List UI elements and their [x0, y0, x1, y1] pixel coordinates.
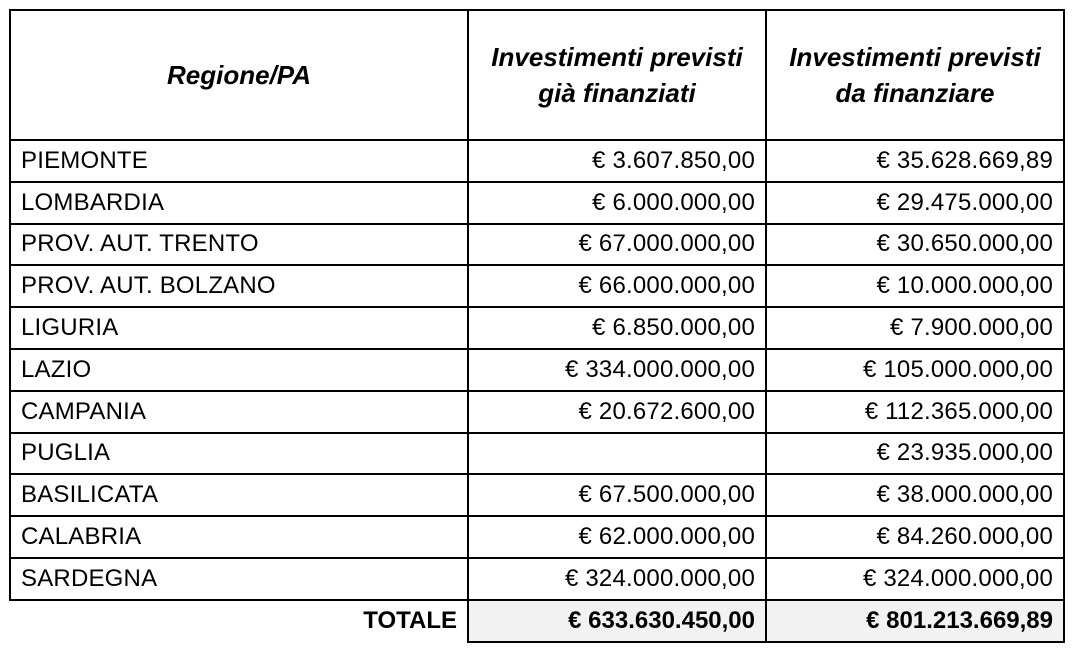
table-row	[10, 516, 1064, 558]
investment-table-container	[9, 9, 1063, 643]
region-cell: CALABRIA	[10, 516, 468, 558]
financed-cell	[468, 433, 766, 475]
to-finance-cell: € 38.000.000,00	[766, 474, 1064, 516]
table-row	[10, 474, 1064, 516]
financed-cell: € 334.000.000,00	[468, 349, 766, 391]
region-cell: LAZIO	[10, 349, 468, 391]
to-finance-cell: € 30.650.000,00	[766, 224, 1064, 266]
to-finance-cell: € 10.000.000,00	[766, 265, 1064, 307]
financed-cell: € 6.850.000,00	[468, 307, 766, 349]
region-cell: PROV. AUT. BOLZANO	[10, 265, 468, 307]
to-finance-cell: € 23.935.000,00	[766, 433, 1064, 475]
to-finance-cell: € 84.260.000,00	[766, 516, 1064, 558]
total-label: TOTALE	[363, 607, 457, 635]
region-cell: SARDEGNA	[10, 558, 468, 600]
total-to-finance: € 801.213.669,89	[766, 600, 1064, 642]
region-cell: CAMPANIA	[10, 391, 468, 433]
table-body	[10, 140, 1064, 600]
table-row	[10, 265, 1064, 307]
financed-cell: € 3.607.850,00	[468, 140, 766, 182]
to-finance-cell: € 105.000.000,00	[766, 349, 1064, 391]
to-finance-cell: € 29.475.000,00	[766, 182, 1064, 224]
financed-cell: € 67.500.000,00	[468, 474, 766, 516]
header-row	[10, 10, 1064, 140]
region-cell: BASILICATA	[10, 474, 468, 516]
total-financed: € 633.630.450,00	[468, 600, 766, 642]
region-cell: PIEMONTE	[10, 140, 468, 182]
financed-cell: € 66.000.000,00	[468, 265, 766, 307]
to-finance-cell: € 7.900.000,00	[766, 307, 1064, 349]
table-row	[10, 307, 1064, 349]
financed-cell: € 324.000.000,00	[468, 558, 766, 600]
table-row	[10, 140, 1064, 182]
table-header	[10, 10, 1064, 140]
table-row	[10, 391, 1064, 433]
total-row	[10, 600, 1064, 642]
table-row	[10, 558, 1064, 600]
region-cell: PROV. AUT. TRENTO	[10, 224, 468, 266]
financed-cell: € 67.000.000,00	[468, 224, 766, 266]
region-cell: LOMBARDIA	[10, 182, 468, 224]
financed-cell: € 6.000.000,00	[468, 182, 766, 224]
table-row	[10, 433, 1064, 475]
header-to-finance: Investimenti previsti da finanziare	[766, 10, 1064, 140]
table-row	[10, 224, 1064, 266]
header-financed: Investimenti previsti già finanziati	[468, 10, 766, 140]
to-finance-cell: € 35.628.669,89	[766, 140, 1064, 182]
financed-cell: € 62.000.000,00	[468, 516, 766, 558]
financed-cell: € 20.672.600,00	[468, 391, 766, 433]
to-finance-cell: € 112.365.000,00	[766, 391, 1064, 433]
investment-table	[9, 9, 1065, 643]
region-cell: LIGURIA	[10, 307, 468, 349]
table-footer	[10, 600, 1064, 642]
to-finance-cell: € 324.000.000,00	[766, 558, 1064, 600]
table-row	[10, 349, 1064, 391]
region-cell: PUGLIA	[10, 433, 468, 475]
header-region: Regione/PA	[10, 10, 468, 140]
table-row	[10, 182, 1064, 224]
